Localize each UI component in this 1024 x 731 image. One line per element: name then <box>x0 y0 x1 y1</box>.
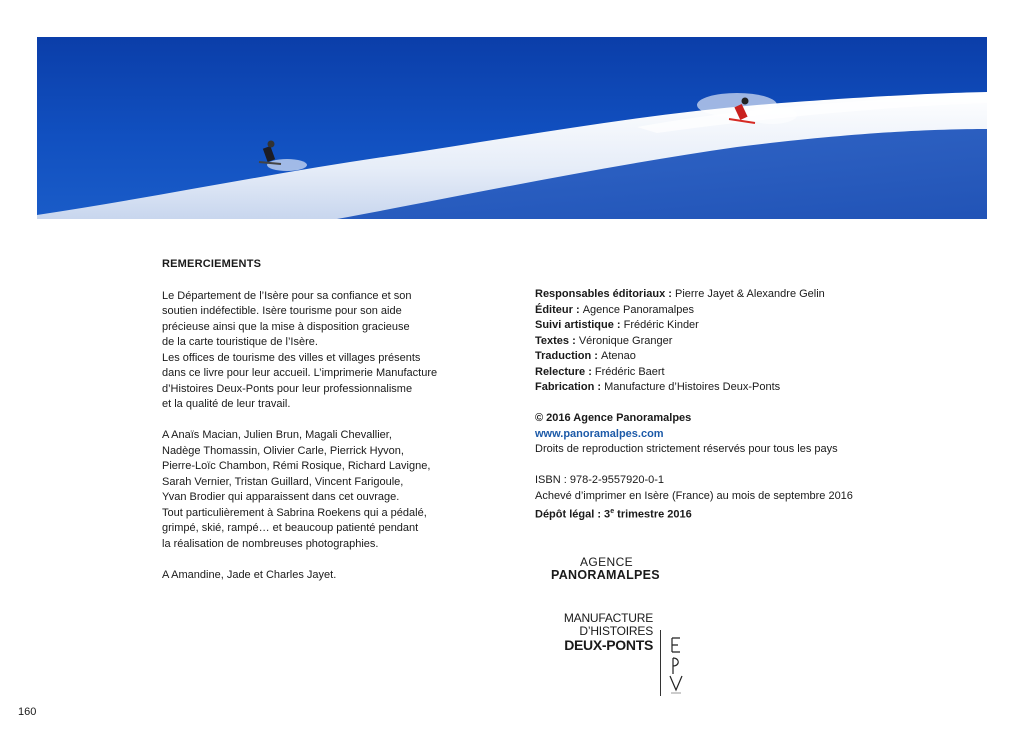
text-line: Nadège Thomassin, Olivier Carle, Pierrick Hyvon, <box>162 444 404 457</box>
logo-manufacture-line3: DEUX-PONTS <box>564 637 653 653</box>
page-number: 160 <box>18 706 37 718</box>
credit-label: Responsables éditoriaux <box>535 288 666 300</box>
text-line: Pierre-Loïc Chambon, Rémi Rosique, Richard Lavigne, <box>162 460 431 472</box>
legal-deposit-sup: e <box>610 508 615 515</box>
powder-spray-left <box>267 159 307 171</box>
credit-value: Frédéric Baert <box>594 365 665 378</box>
credit-separator: : <box>594 381 605 393</box>
text-line: Les offices de tourisme des villes et villages présents <box>162 351 421 364</box>
text-line: d’Histoires Deux-Ponts pour leur professionnalisme <box>162 382 413 395</box>
acknowledgements-paragraph-2 <box>162 428 492 552</box>
credits-section <box>535 287 895 523</box>
text-line: Yvan Brodier qui apparaissent dans cet ouvrage. <box>162 491 400 503</box>
logo-agence-bottom: PANORAMALPES <box>551 568 660 582</box>
text-line: Sarah Vernier, Tristan Guillard, Vincent Farigoule, <box>162 475 404 488</box>
credit-label: Fabrication <box>535 381 595 393</box>
text-line: soutien indéfectible. Isère tourisme pour son aide <box>162 305 402 317</box>
text-line: précieuse ainsi que la mise à disposition gracieuse <box>162 320 410 333</box>
acknowledgements-paragraph-3 <box>162 568 492 584</box>
credit-line <box>535 287 895 303</box>
website-link[interactable]: www.panoramalpes.com <box>535 427 664 440</box>
credit-separator: : <box>591 350 602 362</box>
skiing-photo-illustration <box>37 37 987 219</box>
credit-line <box>535 303 895 319</box>
credit-value: Frédéric Kinder <box>623 319 699 331</box>
text-line: de la carte touristique de l’Isère. <box>162 336 318 348</box>
credit-separator: : <box>585 365 595 378</box>
spacer <box>535 396 895 412</box>
acknowledgements-section <box>162 257 492 599</box>
credit-label: Éditeur <box>535 303 573 316</box>
credit-separator: : <box>569 334 579 347</box>
epv-monogram-icon <box>666 636 686 696</box>
manufacture-deux-ponts-logo <box>548 612 698 653</box>
text-line: dans ce livre pour leur accueil. L’imprimerie Manufacture <box>162 367 438 379</box>
credit-label: Relecture <box>535 365 586 378</box>
text-line: A Amandine, Jade et Charles Jayet. <box>162 568 337 581</box>
skiing-photo <box>37 37 987 219</box>
credit-line <box>535 349 895 365</box>
credit-value: Manufacture d’Histoires Deux-Ponts <box>604 381 781 393</box>
text-line: grimpé, skié, rampé… et beaucoup patienté pendant <box>162 522 419 534</box>
credit-label: Suivi artistique <box>535 319 614 331</box>
text-line: et la qualité de leur travail. <box>162 398 291 410</box>
credit-line <box>535 380 895 396</box>
credit-value: Agence Panoramalpes <box>582 303 694 316</box>
isbn: ISBN : 978-2-9557920-0-1 <box>535 474 665 486</box>
legal-deposit-label: Dépôt légal : 3 <box>535 508 611 521</box>
credit-value: Pierre Jayet & Alexandre Gelin <box>675 288 825 300</box>
credit-separator: : <box>613 319 624 331</box>
printing-notice: Achevé d’imprimer en Isère (France) au mois de septembre 2016 <box>535 489 853 502</box>
text-line: Le Département de l’Isère pour sa confiance et son <box>162 289 412 302</box>
logo-manufacture-line2: D’HISTOIRES <box>579 623 653 638</box>
credit-label: Textes <box>535 334 570 347</box>
logo-divider <box>660 630 661 696</box>
spacer <box>535 458 895 474</box>
credit-value: Véronique Granger <box>578 334 673 347</box>
credit-line <box>535 318 895 334</box>
credit-line <box>535 334 895 350</box>
acknowledgements-heading: REMERCIEMENTS <box>162 258 262 270</box>
credit-separator: : <box>572 303 583 316</box>
agence-panoramalpes-logo <box>551 556 666 582</box>
logo-agence-top: AGENCE <box>580 555 634 569</box>
credit-line <box>535 365 895 381</box>
credit-separator: : <box>665 288 675 300</box>
acknowledgements-paragraph-1 <box>162 289 492 413</box>
legal-deposit-rest: trimestre 2016 <box>614 508 692 521</box>
text-line: la réalisation de nombreuses photographies. <box>162 537 379 550</box>
rights-notice: Droits de reproduction strictement réservés pour tous les pays <box>535 443 838 455</box>
copyright: © 2016 Agence Panoramalpes <box>535 412 692 424</box>
credit-value: Atenao <box>601 350 636 362</box>
logo-manufacture-line1: MANUFACTURE <box>563 611 653 625</box>
text-line: A Anaïs Macian, Julien Brun, Magali Chevallier, <box>162 429 392 441</box>
legal-deposit <box>535 504 895 523</box>
text-line: Tout particulièrement à Sabrina Roekens qui a pédalé, <box>162 506 427 519</box>
credit-label: Traduction <box>535 350 592 362</box>
powder-spray-right-2 <box>747 106 797 124</box>
